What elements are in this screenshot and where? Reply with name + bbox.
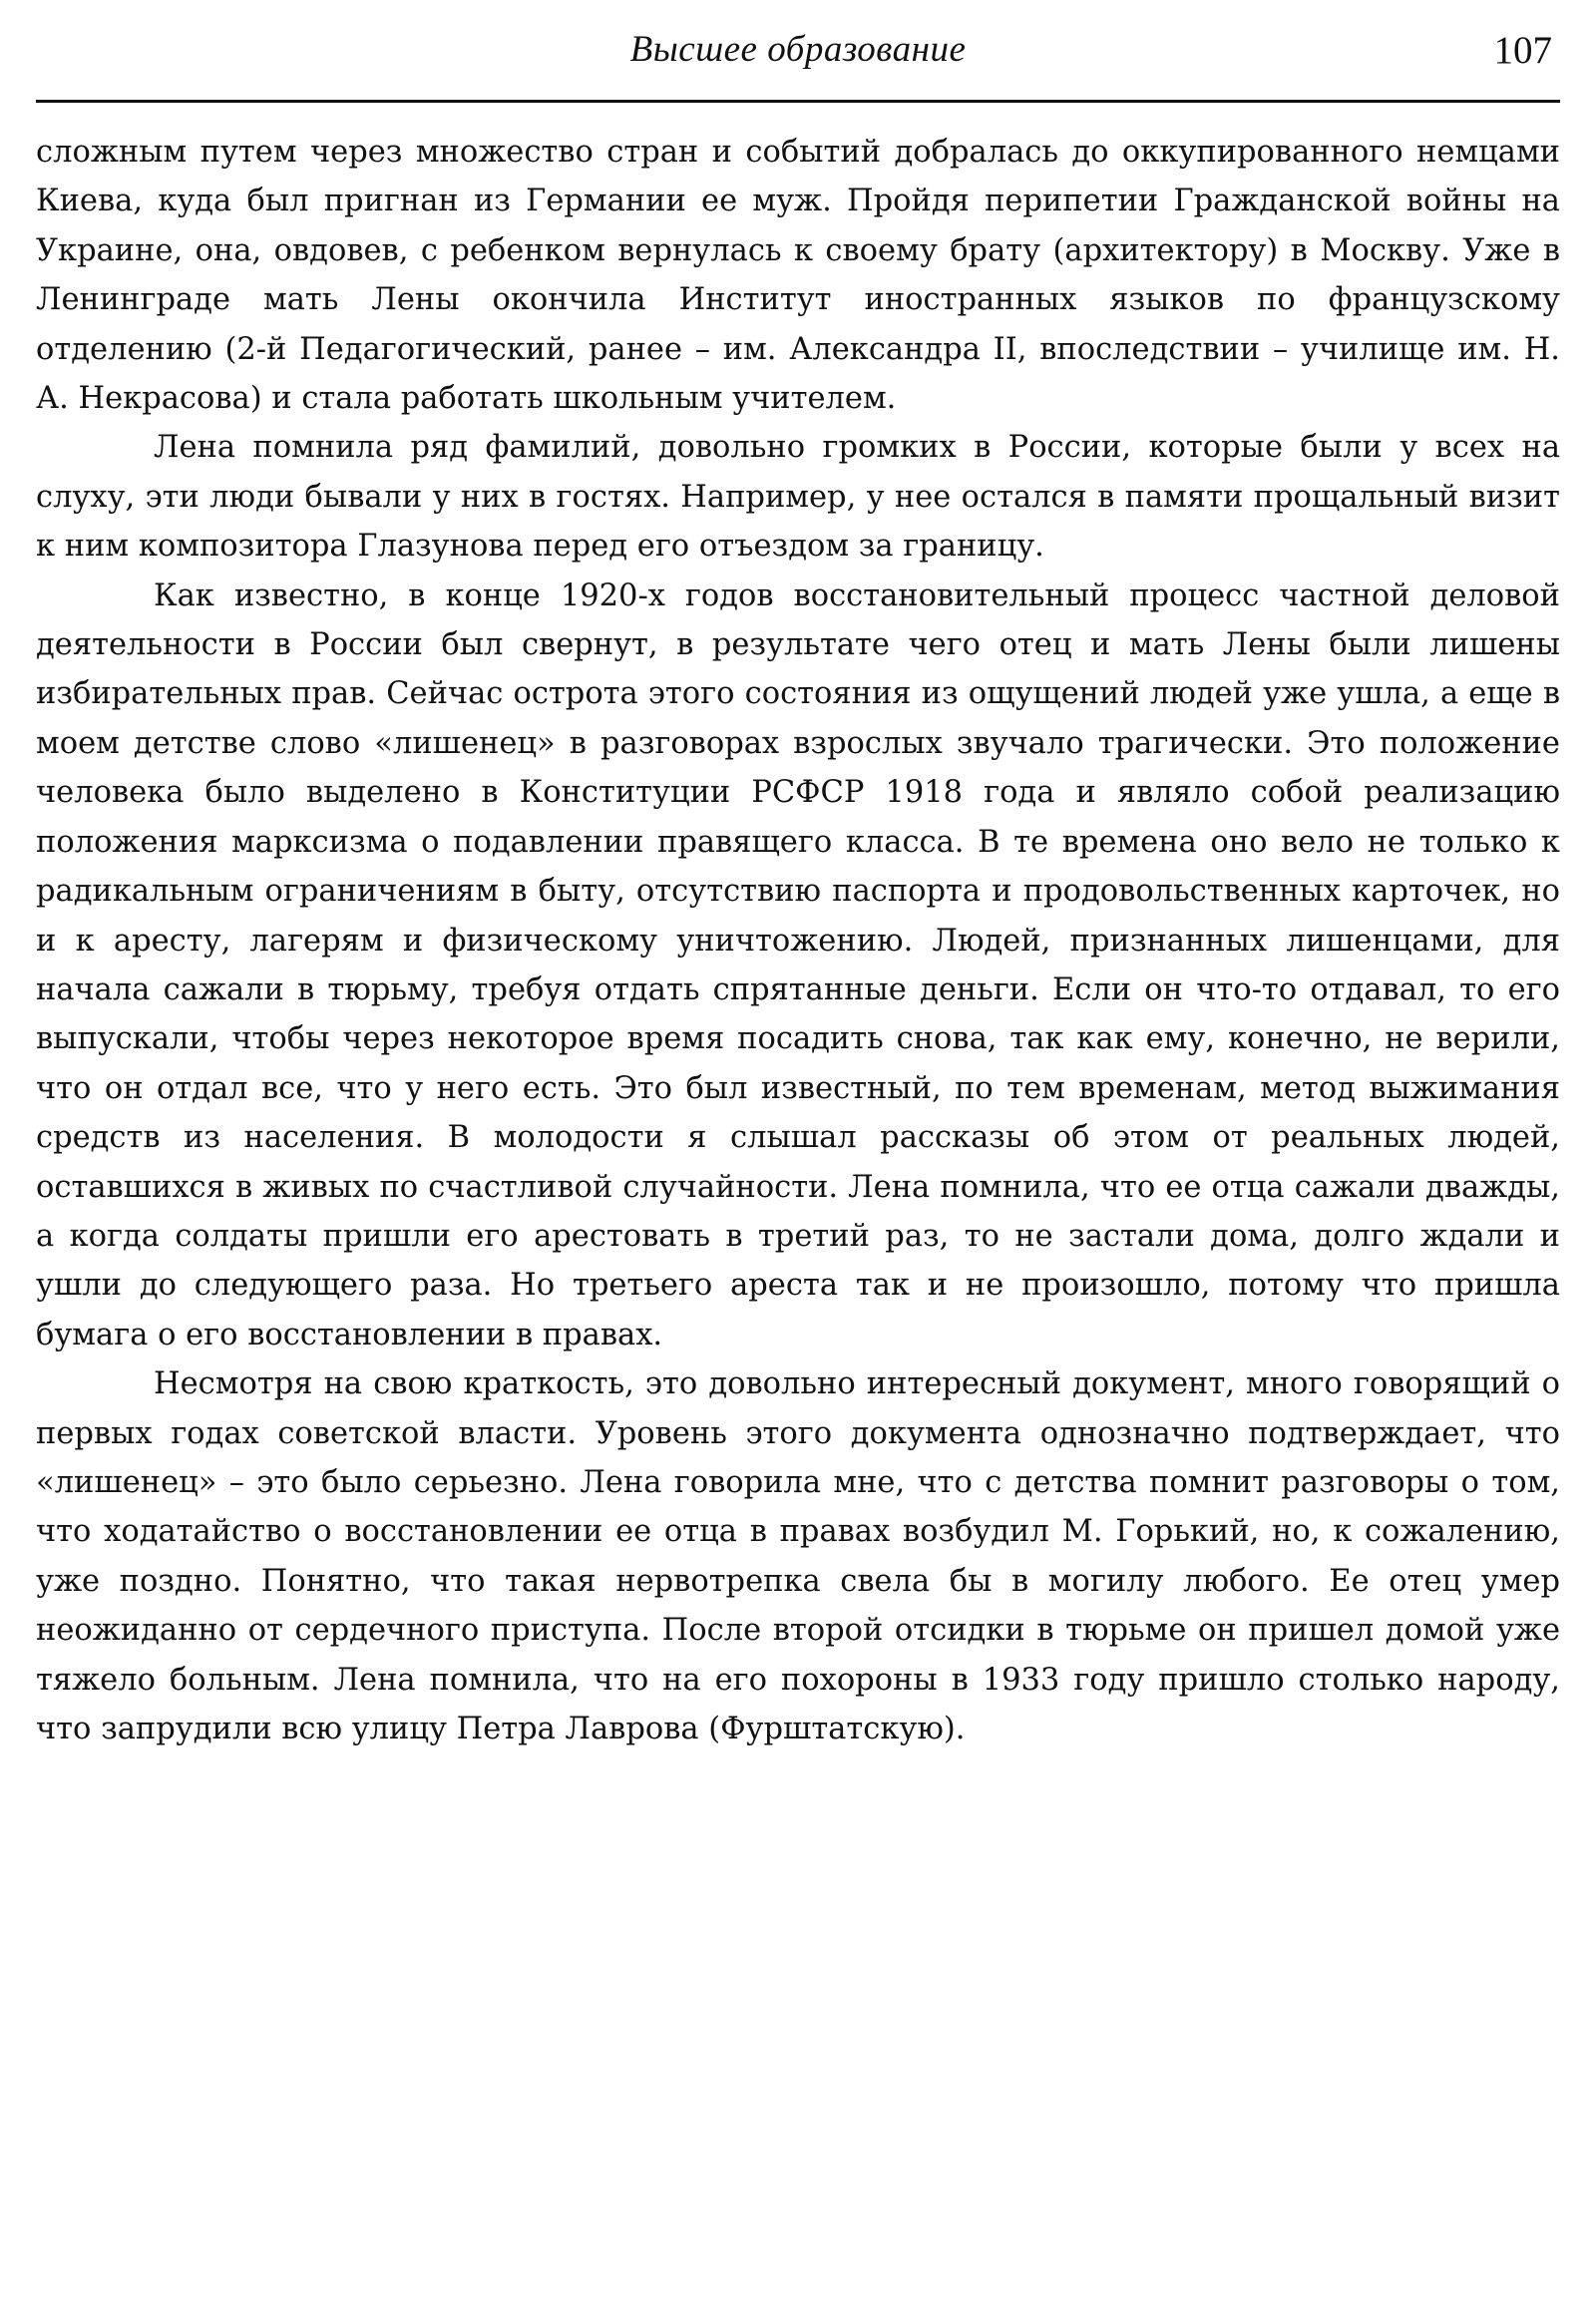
header-rule <box>36 100 1560 103</box>
running-header <box>36 22 1560 78</box>
paragraph: Как известно, в конце 1920-х годов восстановительный процесс частной деловой деятельности в России был свернут, в результате чего отец и мать Лены были лишены избирательных прав. Сейчас острота этого состояния из ощущений людей уже ушла, а еще в моем детстве слово «лишенец» в разговорах взрослых звучало трагически. Это положение человека было выделено в Конституции РСФСР 1918 года и являло собой реализацию положения марксизма о подавлении правящего класса. В те времена оно вело не только к радикальным ограничениям в быту, отсутствию паспорта и продовольственных карточек, но и к аресту, лагерям и физическому уничтожению. Людей, признанных лишенцами, для начала сажали в тюрьму, требуя отдать спрятанные деньги. Если он что-то отдавал, то его выпускали, чтобы через некоторое время посадить снова, так как ему, конечно, не верили, что он отдал все, что у него есть. Это был известный, по тем временам, метод выжимания средств из населения. В молодости я слышал рассказы об этом от реальных людей, оставшихся в живых по счастливой случайности. Лена помнила, что ее отца сажали дважды, а когда солдаты пришли его арестовать в третий раз, то не застали дома, долго ждали и ушли до следующего раза. Но третьего ареста так и не произошло, потому что пришла бумага о его восстановлении в правах. <box>36 578 1560 1352</box>
book-page <box>36 0 1560 2311</box>
paragraph: Несмотря на свою краткость, это довольно интересный документ, много говорящий о первых годах советской власти. Уровень этого документа однозначно подтверждает, что «лишенец» – это было серьезно. Лена говорила мне, что с детства помнит разговоры о том, что ходатайство о восстановлении ее отца в правах возбудил М. Горький, но, к сожалению, уже поздно. Понятно, что такая нервотрепка свела бы в могилу любого. Ее отец умер неожиданно от сердечного приступа. После второй отсидки в тюрьме он пришел домой уже тяжело больным. Лена помнила, что на его похороны в 1933 году пришло столько народу, что запрудили всю улицу Петра Лаврова (Фурштатскую). <box>36 1366 1560 1746</box>
body-text <box>36 128 1560 1753</box>
page-number: 107 <box>1493 29 1552 72</box>
paragraph: Лена помнила ряд фамилий, довольно громких в России, которые были у всех на слуху, эти люди бывали у них в гостях. Например, у нее остался в памяти прощальный визит к ним композитора Глазунова перед его отъездом за границу. <box>36 430 1560 565</box>
running-title: Высшее образование <box>629 29 967 70</box>
paragraph-continued: сложным путем через множество стран и событий добралась до оккупированного немцами Киева, куда был пригнан из Германии ее муж. Пройдя перипетии Гражданской войны на Украине, она, овдовев, с ребенком вернулась к своему брату (архитектору) в Москву. Уже в Ленинграде мать Лены окончила Институт иностранных языков по французскому отделению (2-й Педагогический, ранее – им. Александра II, впоследствии – училище им. Н. А. Некрасова) и стала работать школьным учителем. <box>36 135 1560 417</box>
